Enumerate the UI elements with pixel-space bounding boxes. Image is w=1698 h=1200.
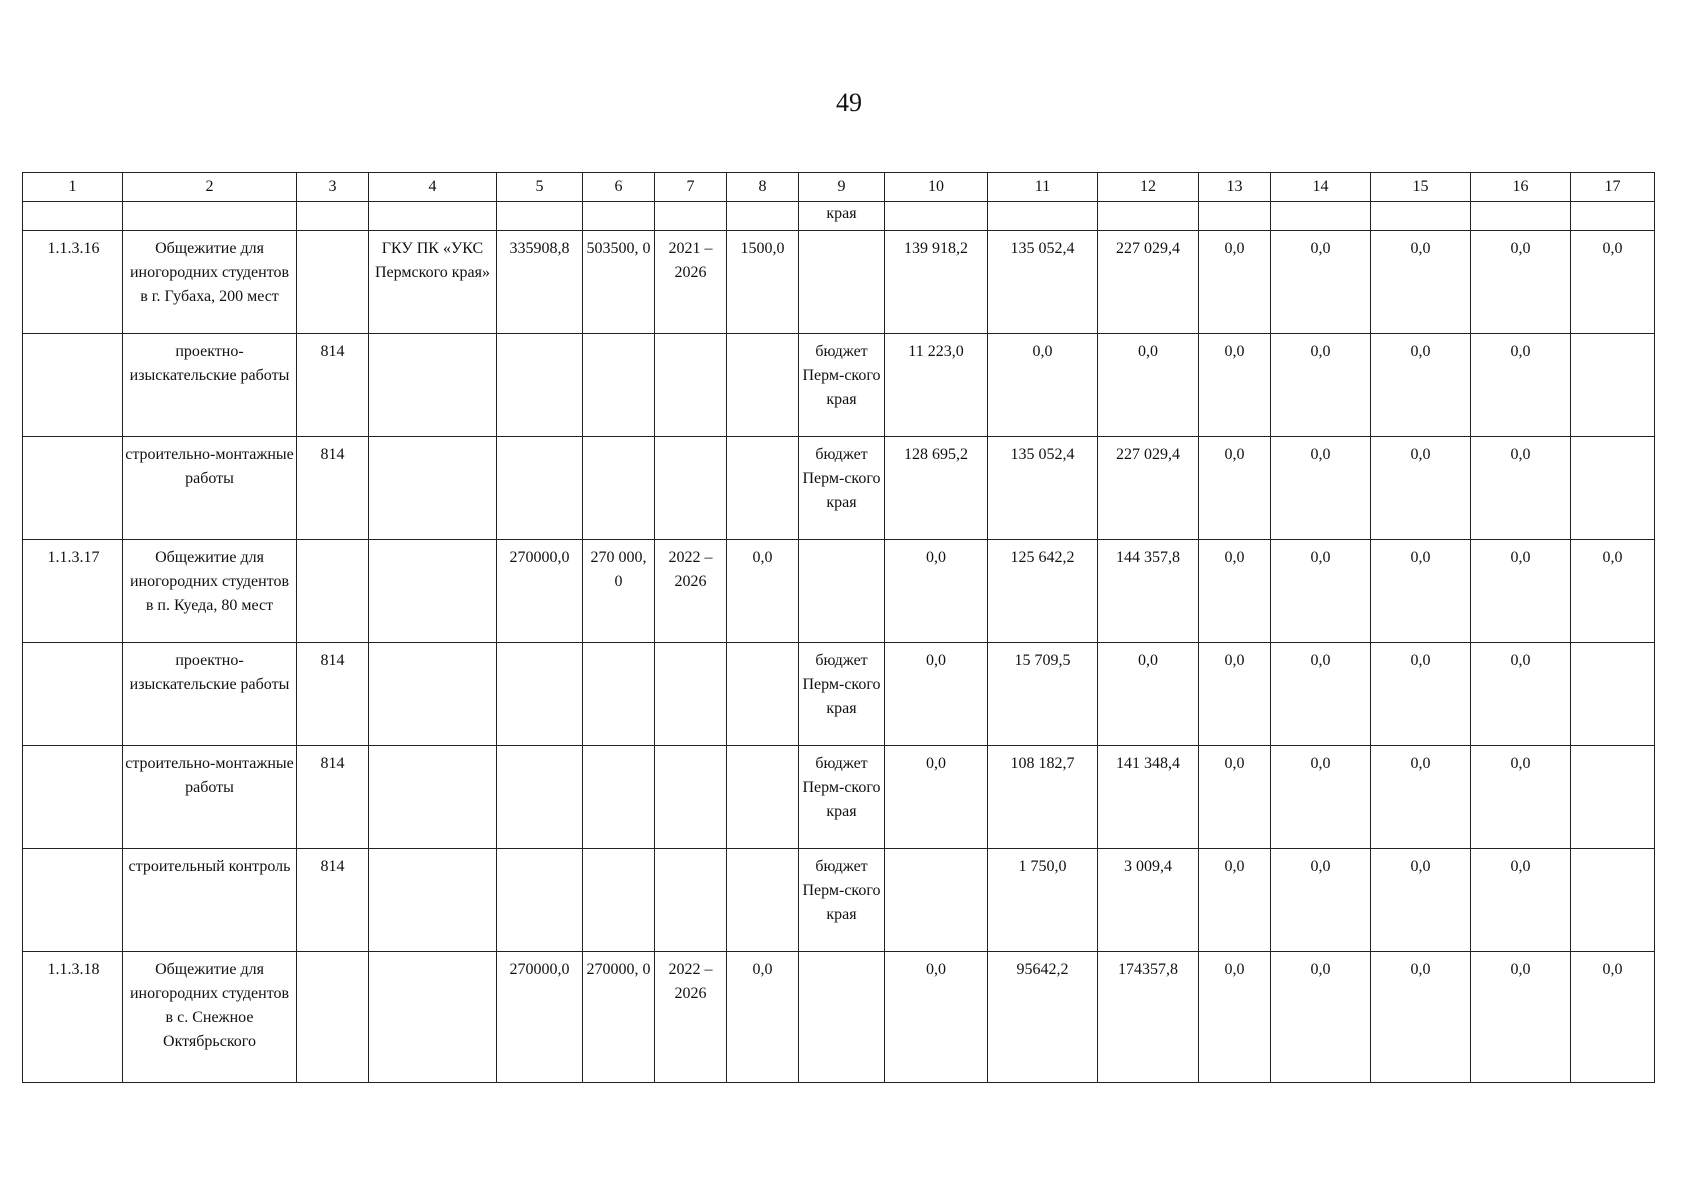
table-cell-col-1 <box>23 202 123 231</box>
table-cell-col-8 <box>727 437 799 540</box>
table-cell-col-10: 0,0 <box>885 746 988 849</box>
table-cell-col-14: 0,0 <box>1271 849 1371 952</box>
table-cell-col-12 <box>1098 202 1199 231</box>
table-cell-col-12: 227 029,4 <box>1098 231 1199 334</box>
table-cell-col-1 <box>23 849 123 952</box>
table-cell-col-11: 95642,2 <box>988 952 1098 1083</box>
table-cell-col-1 <box>23 334 123 437</box>
table-cell-col-13: 0,0 <box>1199 849 1271 952</box>
table-cell-col-12: 3 009,4 <box>1098 849 1199 952</box>
table-cell-col-10: 0,0 <box>885 952 988 1083</box>
table-cell-col-1: 1.1.3.18 <box>23 952 123 1083</box>
table-cell-col-3 <box>297 231 369 334</box>
table-cell-col-15: 0,0 <box>1371 746 1471 849</box>
table-cell-col-3: 814 <box>297 746 369 849</box>
table-sub-row <box>23 849 1655 952</box>
table-cell-col-2: строительно-монтажные работы <box>123 746 297 849</box>
table-cell-col-8 <box>727 643 799 746</box>
table-cell-col-17 <box>1571 643 1655 746</box>
table-cell-col-9: 9 <box>799 173 885 202</box>
table-cell-col-3: 3 <box>297 173 369 202</box>
table-cell-col-10: 139 918,2 <box>885 231 988 334</box>
table-cell-col-13: 0,0 <box>1199 334 1271 437</box>
table-cell-col-13 <box>1199 202 1271 231</box>
table-object-row <box>23 540 1655 643</box>
table-cell-col-7: 2022 – 2026 <box>655 540 727 643</box>
table-cell-col-4 <box>369 437 497 540</box>
table-cell-col-12: 174357,8 <box>1098 952 1199 1083</box>
table-cell-col-8: 0,0 <box>727 540 799 643</box>
table-cell-col-6 <box>583 643 655 746</box>
table-cell-col-16: 0,0 <box>1471 231 1571 334</box>
budget-table <box>22 172 1655 1083</box>
table-cell-col-4 <box>369 540 497 643</box>
table-cell-col-1 <box>23 437 123 540</box>
table-cell-col-7 <box>655 643 727 746</box>
table-cell-col-5 <box>497 437 583 540</box>
table-cell-col-8 <box>727 202 799 231</box>
table-cell-col-5 <box>497 202 583 231</box>
table-cell-col-9: края <box>799 202 885 231</box>
table-cell-col-11: 135 052,4 <box>988 437 1098 540</box>
table-cell-col-5 <box>497 334 583 437</box>
table-cell-col-10: 0,0 <box>885 540 988 643</box>
table-cell-col-1: 1 <box>23 173 123 202</box>
table-cell-col-5 <box>497 643 583 746</box>
table-cell-col-17: 17 <box>1571 173 1655 202</box>
table-cell-col-9: бюджет Перм-ского края <box>799 746 885 849</box>
table-cell-col-17: 0,0 <box>1571 540 1655 643</box>
table-cell-col-13: 13 <box>1199 173 1271 202</box>
table-cell-col-4 <box>369 952 497 1083</box>
table-cell-col-7 <box>655 437 727 540</box>
table-cell-col-15: 0,0 <box>1371 334 1471 437</box>
table-body <box>23 173 1655 1083</box>
table-cell-col-8: 8 <box>727 173 799 202</box>
page-number: 49 <box>836 88 862 117</box>
table-cell-col-13: 0,0 <box>1199 643 1271 746</box>
table-cell-col-6 <box>583 202 655 231</box>
table-cell-col-1 <box>23 746 123 849</box>
table-cell-col-3: 814 <box>297 437 369 540</box>
table-cell-col-15: 0,0 <box>1371 437 1471 540</box>
table-cell-col-5: 5 <box>497 173 583 202</box>
table-object-row <box>23 231 1655 334</box>
table-cell-col-8 <box>727 334 799 437</box>
table-cell-col-5 <box>497 849 583 952</box>
table-cell-col-16: 0,0 <box>1471 334 1571 437</box>
table-cell-col-14 <box>1271 202 1371 231</box>
table-cell-col-2: строительный контроль <box>123 849 297 952</box>
table-cell-col-4 <box>369 746 497 849</box>
table-cell-col-15 <box>1371 202 1471 231</box>
table-cell-col-9: бюджет Перм-ского края <box>799 643 885 746</box>
table-cell-col-15: 0,0 <box>1371 643 1471 746</box>
table-cell-col-9 <box>799 952 885 1083</box>
table-cell-col-6 <box>583 334 655 437</box>
table-header-row <box>23 173 1655 202</box>
table-cell-col-14: 0,0 <box>1271 952 1371 1083</box>
table-cell-col-9 <box>799 231 885 334</box>
table-cell-col-15: 0,0 <box>1371 540 1471 643</box>
table-cell-col-16: 0,0 <box>1471 643 1571 746</box>
table-cell-col-14: 0,0 <box>1271 334 1371 437</box>
table-cell-col-6 <box>583 746 655 849</box>
table-cell-col-6: 6 <box>583 173 655 202</box>
table-cell-col-16 <box>1471 202 1571 231</box>
table-cell-col-7: 2022 – 2026 <box>655 952 727 1083</box>
table-cell-col-11: 108 182,7 <box>988 746 1098 849</box>
table-cell-col-2: Общежитие для иногородних студентов в г. Губаха, 200 мест <box>123 231 297 334</box>
table-cell-col-1: 1.1.3.16 <box>23 231 123 334</box>
table-cell-col-12: 12 <box>1098 173 1199 202</box>
table-cell-col-4 <box>369 334 497 437</box>
table-cell-col-12: 0,0 <box>1098 643 1199 746</box>
table-cell-col-5: 335908,8 <box>497 231 583 334</box>
table-cell-col-7: 7 <box>655 173 727 202</box>
table-object-row <box>23 952 1655 1083</box>
table-cell-col-12: 144 357,8 <box>1098 540 1199 643</box>
table-cell-col-2: Общежитие для иногородних студентов в с. Снежное Октябрьского <box>123 952 297 1083</box>
table-cell-col-8: 0,0 <box>727 952 799 1083</box>
table-cell-col-9: бюджет Перм-ского края <box>799 334 885 437</box>
table-cell-col-13: 0,0 <box>1199 231 1271 334</box>
table-cell-col-8 <box>727 746 799 849</box>
table-cell-col-10: 10 <box>885 173 988 202</box>
table-cell-col-7 <box>655 746 727 849</box>
table-cell-col-14: 0,0 <box>1271 746 1371 849</box>
table-cell-col-13: 0,0 <box>1199 746 1271 849</box>
table-cell-col-16: 16 <box>1471 173 1571 202</box>
table-cell-col-14: 14 <box>1271 173 1371 202</box>
table-cell-col-9: бюджет Перм-ского края <box>799 437 885 540</box>
table-cell-col-6: 270 000, 0 <box>583 540 655 643</box>
table-cell-col-6 <box>583 437 655 540</box>
table-cell-col-7 <box>655 849 727 952</box>
table-cell-col-11: 1 750,0 <box>988 849 1098 952</box>
table-cell-col-16: 0,0 <box>1471 746 1571 849</box>
table-cell-col-3 <box>297 202 369 231</box>
table-cell-col-4 <box>369 202 497 231</box>
table-cell-col-10 <box>885 202 988 231</box>
table-cell-col-14: 0,0 <box>1271 540 1371 643</box>
table-cell-col-12: 0,0 <box>1098 334 1199 437</box>
table-cell-col-3: 814 <box>297 334 369 437</box>
table-cell-col-17 <box>1571 334 1655 437</box>
table-sub-row <box>23 334 1655 437</box>
table-cell-col-15: 0,0 <box>1371 849 1471 952</box>
table-cell-col-10 <box>885 849 988 952</box>
table-cell-col-16: 0,0 <box>1471 849 1571 952</box>
table-cell-col-15: 0,0 <box>1371 231 1471 334</box>
table-cell-col-16: 0,0 <box>1471 540 1571 643</box>
table-cell-col-1: 1.1.3.17 <box>23 540 123 643</box>
table-cell-col-2: 2 <box>123 173 297 202</box>
table-sub-row <box>23 437 1655 540</box>
table-cell-col-9 <box>799 540 885 643</box>
table-cell-col-17: 0,0 <box>1571 231 1655 334</box>
table-cell-col-4 <box>369 849 497 952</box>
table-cell-col-13: 0,0 <box>1199 540 1271 643</box>
table-cell-col-5: 270000,0 <box>497 952 583 1083</box>
table-cell-col-12: 227 029,4 <box>1098 437 1199 540</box>
table-cell-col-2 <box>123 202 297 231</box>
table-cell-col-8: 1500,0 <box>727 231 799 334</box>
table-cell-col-13: 0,0 <box>1199 437 1271 540</box>
table-cell-col-8 <box>727 849 799 952</box>
table-cell-col-15: 0,0 <box>1371 952 1471 1083</box>
table-cell-col-17 <box>1571 437 1655 540</box>
table-cell-col-6 <box>583 849 655 952</box>
table-cell-col-11: 15 709,5 <box>988 643 1098 746</box>
table-cell-col-17: 0,0 <box>1571 952 1655 1083</box>
table-cell-col-16: 0,0 <box>1471 437 1571 540</box>
table-cell-col-2: строительно-монтажные работы <box>123 437 297 540</box>
table-cell-col-3: 814 <box>297 643 369 746</box>
table-cell-col-17 <box>1571 746 1655 849</box>
table-cell-col-14: 0,0 <box>1271 437 1371 540</box>
table-cell-col-7 <box>655 202 727 231</box>
table-cell-col-16: 0,0 <box>1471 952 1571 1083</box>
table-cell-col-11: 125 642,2 <box>988 540 1098 643</box>
table-cell-col-7 <box>655 334 727 437</box>
table-cell-col-4 <box>369 643 497 746</box>
table-cell-col-10: 11 223,0 <box>885 334 988 437</box>
table-cell-col-7: 2021 – 2026 <box>655 231 727 334</box>
table-cell-col-5: 270000,0 <box>497 540 583 643</box>
table-cell-col-15: 15 <box>1371 173 1471 202</box>
table-sub-row <box>23 643 1655 746</box>
table-cell-col-14: 0,0 <box>1271 643 1371 746</box>
table-cell-col-12: 141 348,4 <box>1098 746 1199 849</box>
table-cell-col-14: 0,0 <box>1271 231 1371 334</box>
table-cell-col-2: Общежитие для иногородних студентов в п. Куеда, 80 мест <box>123 540 297 643</box>
table-cell-col-6: 270000, 0 <box>583 952 655 1083</box>
table-cell-col-11: 11 <box>988 173 1098 202</box>
table-cell-col-11: 135 052,4 <box>988 231 1098 334</box>
table-continuation-row <box>23 202 1655 231</box>
table-cell-col-3 <box>297 540 369 643</box>
table-cell-col-4: 4 <box>369 173 497 202</box>
table-cell-col-1 <box>23 643 123 746</box>
table-cell-col-13: 0,0 <box>1199 952 1271 1083</box>
table-cell-col-6: 503500, 0 <box>583 231 655 334</box>
table-cell-col-5 <box>497 746 583 849</box>
table-cell-col-3 <box>297 952 369 1083</box>
table-cell-col-17 <box>1571 849 1655 952</box>
table-cell-col-11: 0,0 <box>988 334 1098 437</box>
table-cell-col-10: 0,0 <box>885 643 988 746</box>
table-cell-col-2: проектно-изыскательские работы <box>123 643 297 746</box>
table-sub-row <box>23 746 1655 849</box>
table-cell-col-4: ГКУ ПК «УКС Пермского края» <box>369 231 497 334</box>
table-cell-col-17 <box>1571 202 1655 231</box>
table-cell-col-10: 128 695,2 <box>885 437 988 540</box>
table-cell-col-11 <box>988 202 1098 231</box>
table-cell-col-3: 814 <box>297 849 369 952</box>
table-cell-col-9: бюджет Перм-ского края <box>799 849 885 952</box>
table-cell-col-2: проектно-изыскательские работы <box>123 334 297 437</box>
